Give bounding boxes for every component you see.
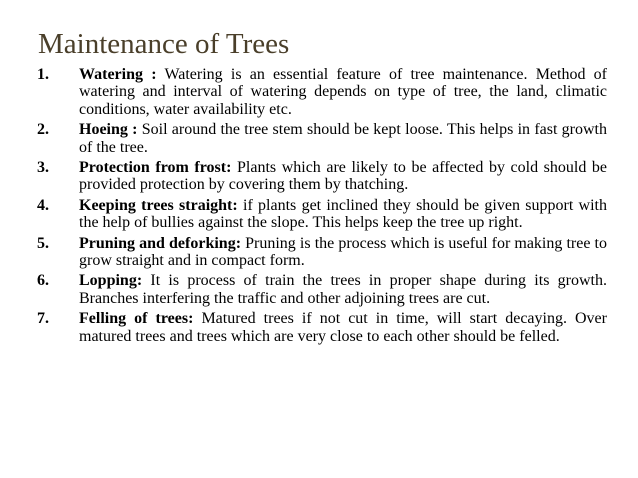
item-term: Watering : — [79, 66, 157, 83]
item-term: Keeping trees straight: — [79, 196, 238, 214]
item-body — [79, 121, 607, 156]
item-number: 4. — [37, 196, 49, 214]
list-item — [37, 197, 607, 232]
item-number: 3. — [37, 159, 49, 177]
item-term: Pruning and deforking: — [79, 234, 242, 252]
item-body — [79, 197, 607, 232]
list-item — [37, 235, 607, 270]
list-item — [37, 310, 607, 345]
item-text: if plants get inclined they should be given support with the help of bullies against the slope. This helps keep the tree up right. — [79, 196, 607, 232]
item-number: 5. — [37, 234, 49, 252]
list-item — [37, 159, 607, 194]
item-body — [79, 159, 607, 194]
item-term: Hoeing : — [79, 121, 138, 139]
item-number: 7. — [37, 310, 49, 328]
item-body — [79, 310, 607, 345]
item-text: Soil around the tree stem should be kept loose. This helps in fast growth of the tree. — [79, 121, 608, 156]
slide-title: Maintenance of Trees — [38, 28, 290, 60]
list-item — [37, 66, 607, 118]
item-text: It is process of train the trees in proper shape during its growth. Branches interfering the traffic and other adjoining trees are cut. — [79, 272, 607, 307]
list-item — [37, 272, 607, 307]
item-text: Watering is an essential feature of tree maintenance. Method of watering and interval of watering depends on type of tree, the land, climatic conditions, water availability etc. — [79, 66, 607, 118]
list-item — [37, 121, 607, 156]
item-body — [79, 272, 607, 307]
item-term: Lopping: — [79, 272, 143, 290]
item-text: Pruning is the process which is useful for making tree to grow straight and in compact form. — [79, 234, 608, 270]
item-number: 1. — [37, 66, 49, 83]
item-number: 6. — [37, 272, 49, 290]
item-text: Plants which are likely to be affected by cold should be provided protection by covering them by thatching. — [79, 159, 608, 194]
item-term: Protection from frost: — [79, 159, 232, 177]
maintenance-list — [37, 66, 607, 348]
item-term: Felling of trees: — [79, 310, 194, 328]
item-text: Matured trees if not cut in time, will start decaying. Over matured trees and trees which are very close to each other should be felled. — [79, 310, 607, 345]
item-number: 2. — [37, 121, 49, 139]
item-body — [79, 235, 607, 270]
item-body — [79, 66, 607, 118]
